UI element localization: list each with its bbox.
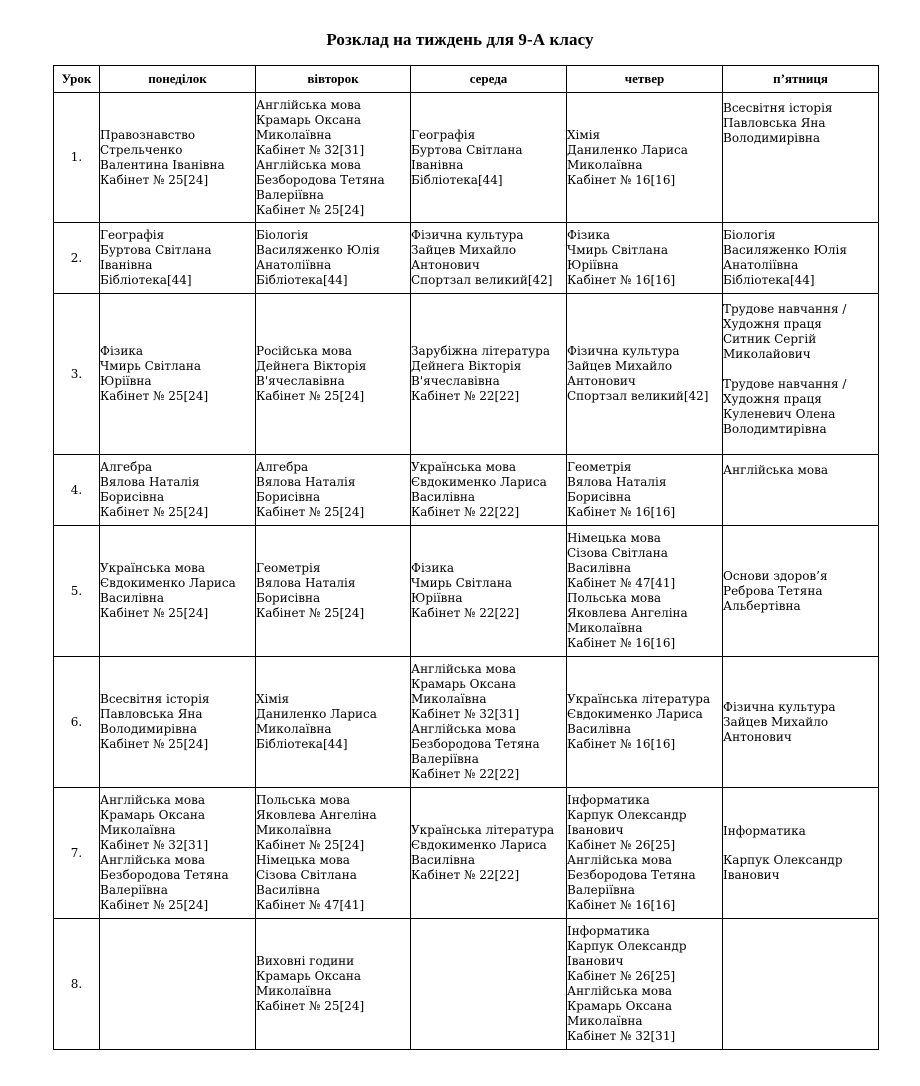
room: Кабінет № 16[16] [567,505,676,519]
teacher: Павловська Яна [723,116,826,130]
subject: Інформатика [567,924,650,938]
teacher: Сізова Світлана [256,868,357,882]
teacher: Вялова Наталія [100,475,200,489]
cell-friday [723,294,879,455]
subject: Українська література [567,692,711,706]
cell-thursday [567,93,723,223]
subject: Алгебра [100,460,153,474]
teacher: Василівна [567,561,632,575]
room: Кабінет № 25[24] [256,389,365,403]
cell-tuesday [256,526,411,657]
subject: Польська мова [567,591,662,605]
subject: Біологія [256,228,309,242]
subject: Художня праця [723,317,822,331]
teacher: Євдокименко Лариса [411,475,547,489]
teacher: Крамарь Оксана [256,112,362,127]
lesson-number: 6. [54,657,100,788]
teacher: Миколаївна [256,127,332,142]
teacher: Миколаївна [411,692,487,706]
teacher: В'ячеславівна [411,374,500,388]
subject: Географія [100,228,165,242]
teacher: Вялова Наталія [567,475,667,489]
header-friday: п’ятниця [723,66,879,93]
cell-wednesday [411,294,567,455]
teacher: Василівна [567,722,632,736]
cell-tuesday [256,657,411,788]
room: Кабінет № 32[31] [256,142,365,157]
teacher: Ситник Сергій [723,332,817,346]
subject: Англійська мова [100,793,206,807]
cell-thursday [567,455,723,526]
lesson-row-4 [54,455,879,526]
teacher: Валеріївна [411,752,479,766]
subject: Англійська мова [100,853,206,867]
teacher: Буртова Світлана [411,142,523,157]
cell-monday [100,526,256,657]
header-monday: понеділок [100,66,256,93]
teacher: Євдокименко Лариса [567,707,703,721]
cell-friday [723,455,879,526]
teacher: Іванівна [411,157,464,172]
lesson-row-2 [54,223,879,294]
cell-tuesday [256,93,411,223]
teacher: Володимирівна [723,131,821,145]
room: Кабінет № 16[16] [567,898,676,912]
cell-wednesday [411,223,567,294]
cell-friday [723,919,879,1050]
subject: Геометрія [567,460,632,474]
teacher: Альбертівна [723,598,801,613]
cell-tuesday [256,919,411,1050]
teacher: Сізова Світлана [567,546,668,560]
header-wednesday: середа [411,66,567,93]
room: Кабінет № 16[16] [567,172,676,187]
subject: Виховні години [256,954,355,968]
teacher: Безбородова Тетяна [100,868,229,882]
subject: Польська мова [256,793,351,807]
teacher: Яковлева Ангеліна [567,606,688,620]
teacher: Євдокименко Лариса [411,838,547,852]
room: Спортзал великий[42] [567,389,709,403]
schedule-table [53,65,879,1050]
cell-wednesday [411,657,567,788]
room: Кабінет № 25[24] [100,898,209,912]
subject: Географія [411,127,476,142]
room: Кабінет № 25[24] [100,172,209,187]
teacher: Дейнега Вікторія [256,359,367,373]
teacher: Юріївна [100,374,152,388]
teacher: Валеріївна [256,187,324,202]
teacher: Василівна [100,591,165,605]
teacher: Чмирь Світлана [567,243,668,257]
teacher: Юріївна [411,591,463,605]
subject: Фізика [567,228,610,242]
subject: Трудове навчання / [723,377,847,391]
room: Бібліотека[44] [256,737,348,751]
teacher: Володимтирівна [723,422,827,436]
subject: Російська мова [256,344,353,358]
teacher: Валеріївна [100,883,168,897]
subject: Біологія [723,228,776,242]
teacher: Крамарь Оксана [100,808,206,822]
teacher: Вялова Наталія [256,576,356,590]
teacher: Крамарь Оксана [256,969,362,983]
teacher: Безбородова Тетяна [567,868,696,882]
room: Кабінет № 25[24] [100,606,209,620]
teacher: Василівна [256,883,321,897]
subject: Фізична культура [723,699,836,714]
room: Кабінет № 16[16] [567,636,676,650]
subject: Алгебра [256,460,309,474]
cell-wednesday [411,455,567,526]
subject: Фізична культура [567,344,680,358]
teacher: Володимирівна [100,722,198,736]
room: Бібліотека[44] [256,273,348,287]
lesson-number: 1. [54,93,100,223]
room: Кабінет № 25[24] [256,505,365,519]
lesson-row-8 [54,919,879,1050]
subject: Художня праця [723,392,822,406]
page-title: Розклад на тиждень для 9-А класу [326,30,594,49]
cell-tuesday [256,223,411,294]
cell-monday [100,294,256,455]
teacher: Анатоліївна [723,258,799,272]
teacher: Антонович [723,729,792,744]
cell-tuesday [256,788,411,919]
teacher: Зайцев Михайло [723,714,829,729]
subject: Зарубіжна література [411,344,551,358]
lesson-number: 4. [54,455,100,526]
room: Кабінет № 32[31] [100,838,209,852]
room: Кабінет № 32[31] [411,707,520,721]
teacher: Валентина Іванівна [100,157,225,172]
teacher: Даниленко Лариса [567,142,688,157]
lesson-row-3 [54,294,879,455]
room: Кабінет № 47[41] [567,576,676,590]
subject: Трудове навчання / [723,302,847,316]
teacher: Безбородова Тетяна [411,737,540,751]
subject: Всесвітня історія [100,692,210,706]
cell-wednesday [411,93,567,223]
cell-monday [100,657,256,788]
room: Бібліотека[44] [411,172,503,187]
subject: Англійська мова [411,722,517,736]
cell-thursday [567,294,723,455]
room: Кабінет № 25[24] [100,505,209,519]
teacher: Реброва Тетяна [723,583,823,598]
cell-thursday [567,223,723,294]
room: Кабінет № 22[22] [411,868,520,882]
teacher: Чмирь Світлана [411,576,512,590]
cell-thursday [567,919,723,1050]
subject: Всесвітня історія [723,101,833,115]
teacher: Зайцев Михайло [567,359,673,373]
teacher: Валеріївна [567,883,635,897]
teacher: Борисівна [256,490,321,504]
subject: Українська мова [100,561,206,575]
subject: Англійська мова [256,97,362,112]
header-lesson: Урок [54,66,100,93]
room: Кабінет № 25[24] [256,606,365,620]
subject: Хімія [567,127,601,142]
cell-thursday [567,657,723,788]
room: Спортзал великий[42] [411,273,553,287]
cell-monday [100,455,256,526]
teacher: Крамарь Оксана [411,677,517,691]
teacher: Антонович [567,374,636,388]
teacher: Миколаївна [567,621,643,635]
lesson-number: 8. [54,919,100,1050]
room: Кабінет № 26[25] [567,838,676,852]
cell-wednesday [411,919,567,1050]
subject: Німецька мова [567,531,661,545]
cell-thursday [567,526,723,657]
teacher: Борисівна [100,490,165,504]
lesson-row-6 [54,657,879,788]
lesson-number: 2. [54,223,100,294]
teacher: Василяженко Юлія [723,243,847,257]
cell-wednesday [411,788,567,919]
teacher: Дейнега Вікторія [411,359,522,373]
teacher: Вялова Наталія [256,475,356,489]
teacher: Миколаївна [567,157,643,172]
cell-monday [100,788,256,919]
lesson-row-1 [54,93,879,223]
teacher: Василівна [411,853,476,867]
teacher: Чмирь Світлана [100,359,201,373]
cell-friday [723,657,879,788]
teacher: Миколайович [723,347,811,361]
room: Кабінет № 22[22] [411,389,520,403]
room: Кабінет № 47[41] [256,898,365,912]
teacher: Євдокименко Лариса [100,576,236,590]
lesson-row-7 [54,788,879,919]
subject: Англійська мова [567,984,673,998]
cell-friday [723,526,879,657]
teacher: Куленевич Олена [723,407,836,421]
cell-tuesday [256,294,411,455]
teacher: Іванович [567,823,624,837]
teacher: Миколаївна [256,823,332,837]
room: Кабінет № 22[22] [411,505,520,519]
room: Кабінет № 22[22] [411,606,520,620]
cell-monday [100,223,256,294]
room: Кабінет № 25[24] [100,737,209,751]
header-tuesday: вівторок [256,66,411,93]
room: Кабінет № 16[16] [567,737,676,751]
room: Кабінет № 25[24] [256,838,365,852]
teacher: Іванович [567,954,624,968]
teacher: Миколаївна [567,1014,643,1028]
lesson-number: 5. [54,526,100,657]
cell-wednesday [411,526,567,657]
subject: Інформатика [723,823,806,838]
teacher: Даниленко Лариса [256,707,377,721]
cell-friday [723,788,879,919]
teacher: Юріївна [567,258,619,272]
subject: Англійська мова [411,662,517,676]
lesson-number: 7. [54,788,100,919]
teacher: Борисівна [256,591,321,605]
teacher: Яковлева Ангеліна [256,808,377,822]
room: Кабінет № 25[24] [256,202,365,217]
teacher: Іванович [723,867,780,882]
cell-friday [723,223,879,294]
teacher: Іванівна [100,258,153,272]
teacher: Миколаївна [100,823,176,837]
subject: Українська література [411,823,555,837]
cell-monday [100,93,256,223]
cell-monday [100,919,256,1050]
teacher: Буртова Світлана [100,243,212,257]
teacher: Стрельченко [100,142,183,157]
subject: Фізика [411,561,454,575]
subject: Інформатика [567,793,650,807]
teacher: Карпук Олександр [723,852,843,867]
cell-friday [723,93,879,223]
subject: Англійська мова [567,853,673,867]
room: Кабінет № 26[25] [567,969,676,983]
subject: Хімія [256,692,290,706]
teacher: Антонович [411,258,480,272]
teacher: Миколаївна [256,984,332,998]
subject: Основи здоров’я [723,568,828,583]
header-row [54,66,879,93]
room: Кабінет № 32[31] [567,1029,676,1043]
cell-tuesday [256,455,411,526]
subject: Німецька мова [256,853,350,867]
subject: Правознавство [100,127,196,142]
teacher: Карпук Олександр [567,808,687,822]
subject: Українська мова [411,460,517,474]
lesson-row-5 [54,526,879,657]
subject: Фізична культура [411,228,524,242]
room: Кабінет № 25[24] [100,389,209,403]
subject: Англійська мова [256,157,362,172]
lesson-number: 3. [54,294,100,455]
teacher: Карпук Олександр [567,939,687,953]
room: Кабінет № 22[22] [411,767,520,781]
room: Бібліотека[44] [723,273,815,287]
teacher: Василівна [411,490,476,504]
subject: Геометрія [256,561,321,575]
teacher: Зайцев Михайло [411,243,517,257]
teacher: Крамарь Оксана [567,999,673,1013]
teacher: Борисівна [567,490,632,504]
subject: Фізика [100,344,143,358]
teacher: Анатоліївна [256,258,332,272]
teacher: Миколаївна [256,722,332,736]
teacher: Василяженко Юлія [256,243,380,257]
header-thursday: четвер [567,66,723,93]
cell-thursday [567,788,723,919]
teacher: Павловська Яна [100,707,203,721]
teacher: Безбородова Тетяна [256,172,385,187]
subject: Англійська мова [723,463,829,477]
room: Кабінет № 25[24] [256,999,365,1013]
room: Бібліотека[44] [100,273,192,287]
room: Кабінет № 16[16] [567,273,676,287]
teacher: В'ячеславівна [256,374,345,388]
